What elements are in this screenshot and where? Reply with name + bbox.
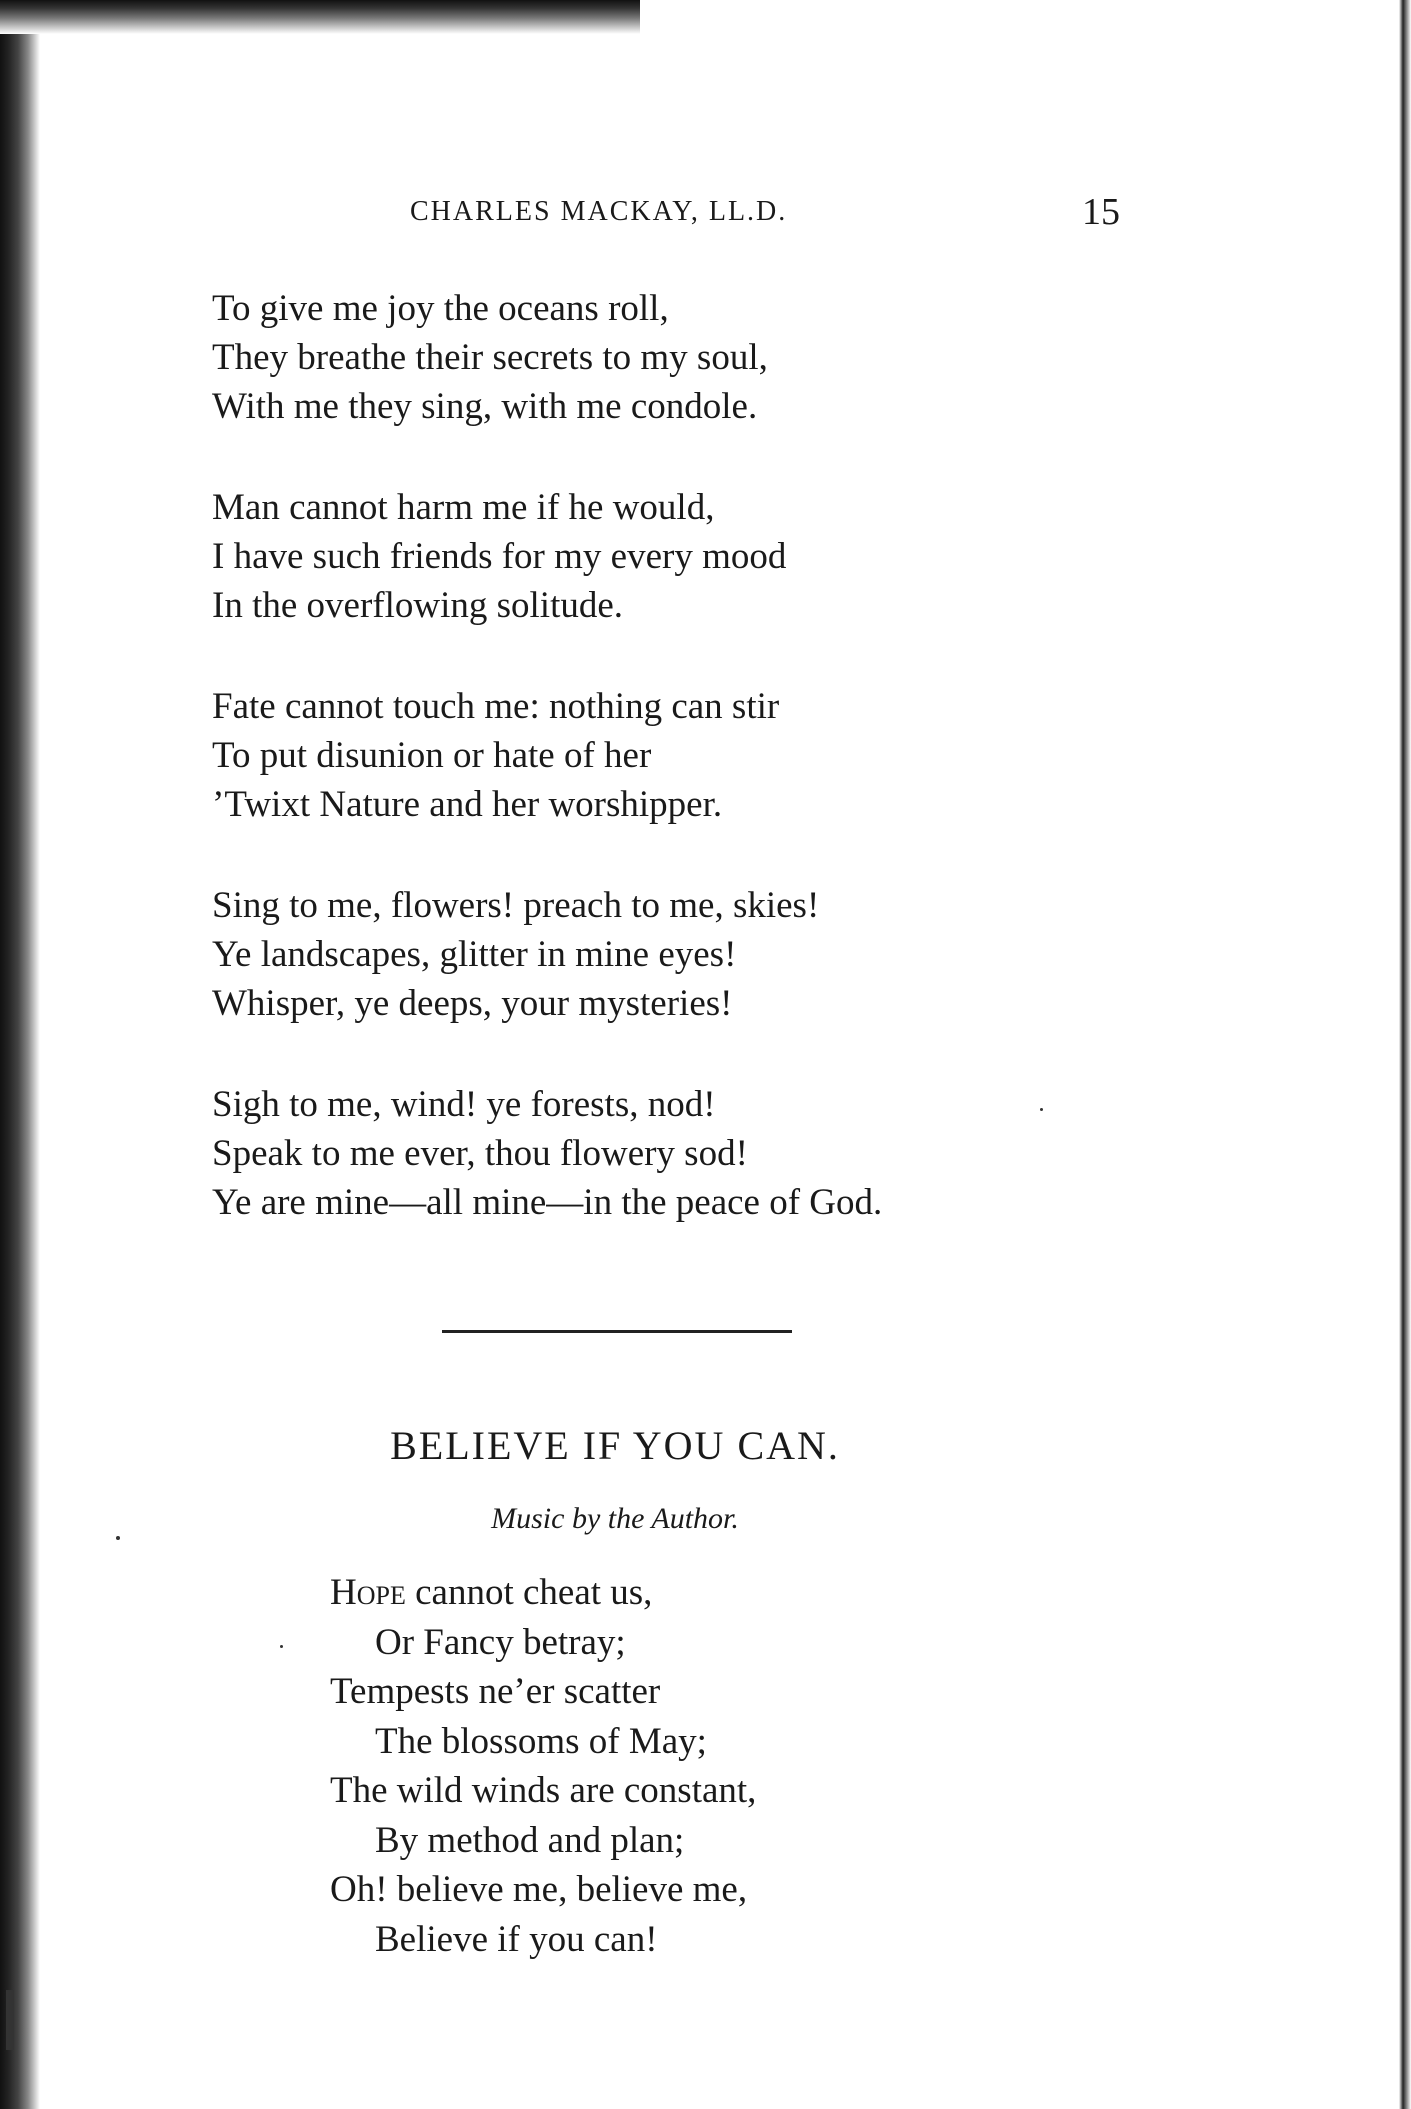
verse-line: Sing to me, flowers! preach to me, skies! [212, 885, 820, 926]
verse-line: To give me joy the oceans roll, [212, 288, 669, 329]
verse-line: Believe if you can! [375, 1918, 658, 1960]
scan-speck [116, 1536, 120, 1540]
first-line-rest: cannot cheat us, [405, 1572, 653, 1613]
verse-line: By method and plan; [375, 1819, 685, 1861]
verse-line: Man cannot harm me if he would, [212, 487, 715, 528]
verse-line: They breathe their secrets to my soul, [212, 337, 768, 378]
scan-speck [280, 1645, 283, 1648]
song-title: BELIEVE IF YOU CAN. [390, 1423, 840, 1468]
verse-line: Tempests ne’er scatter [330, 1671, 661, 1712]
verse-line: Speak to me ever, thou flowery sod! [212, 1133, 748, 1174]
verse-line [330, 1568, 1030, 1618]
verse-line: Fate cannot touch me: nothing can stir [212, 686, 780, 727]
stanza [212, 682, 1112, 829]
verse-line: With me they sing, with me condole. [212, 386, 758, 427]
page-number: 15 [1082, 191, 1120, 233]
stanza [212, 284, 1112, 431]
scan-edge-left [0, 0, 40, 2109]
verse-line: I have such friends for my every mood [212, 536, 787, 577]
song-verse [330, 1568, 1030, 1964]
verse-line: The wild winds are constant, [330, 1770, 757, 1811]
verse-line: Oh! believe me, believe me, [330, 1869, 748, 1910]
stanza [212, 483, 1112, 630]
scan-speck [1040, 1108, 1043, 1111]
verse-line: To put disunion or hate of her [212, 735, 652, 776]
stanza [212, 1080, 1112, 1227]
section-divider [442, 1330, 792, 1333]
scan-edge-top [0, 0, 640, 34]
song-subtitle: Music by the Author. [491, 1502, 739, 1535]
verse-line: Ye are mine—all mine—in the peace of God. [212, 1182, 883, 1223]
first-word: Hope [330, 1572, 406, 1613]
scan-speck [6, 1990, 14, 2050]
verse-line: Whisper, ye deeps, your mysteries! [212, 983, 733, 1024]
verse-line: Ye landscapes, glitter in mine eyes! [212, 934, 737, 975]
running-head [360, 190, 1150, 240]
verse-line: The blossoms of May; [375, 1720, 707, 1762]
scan-edge-right [1381, 0, 1411, 2109]
verse-line: Sigh to me, wind! ye forests, nod! [212, 1084, 716, 1125]
verse-line: ’Twixt Nature and her worshipper. [212, 784, 723, 825]
verse-line: Or Fancy betray; [375, 1621, 626, 1663]
stanza [212, 881, 1112, 1028]
poem-stanzas [212, 284, 1112, 1279]
verse-line: In the overflowing solitude. [212, 585, 624, 626]
running-head-title: CHARLES MACKAY, LL.D. [410, 196, 788, 227]
